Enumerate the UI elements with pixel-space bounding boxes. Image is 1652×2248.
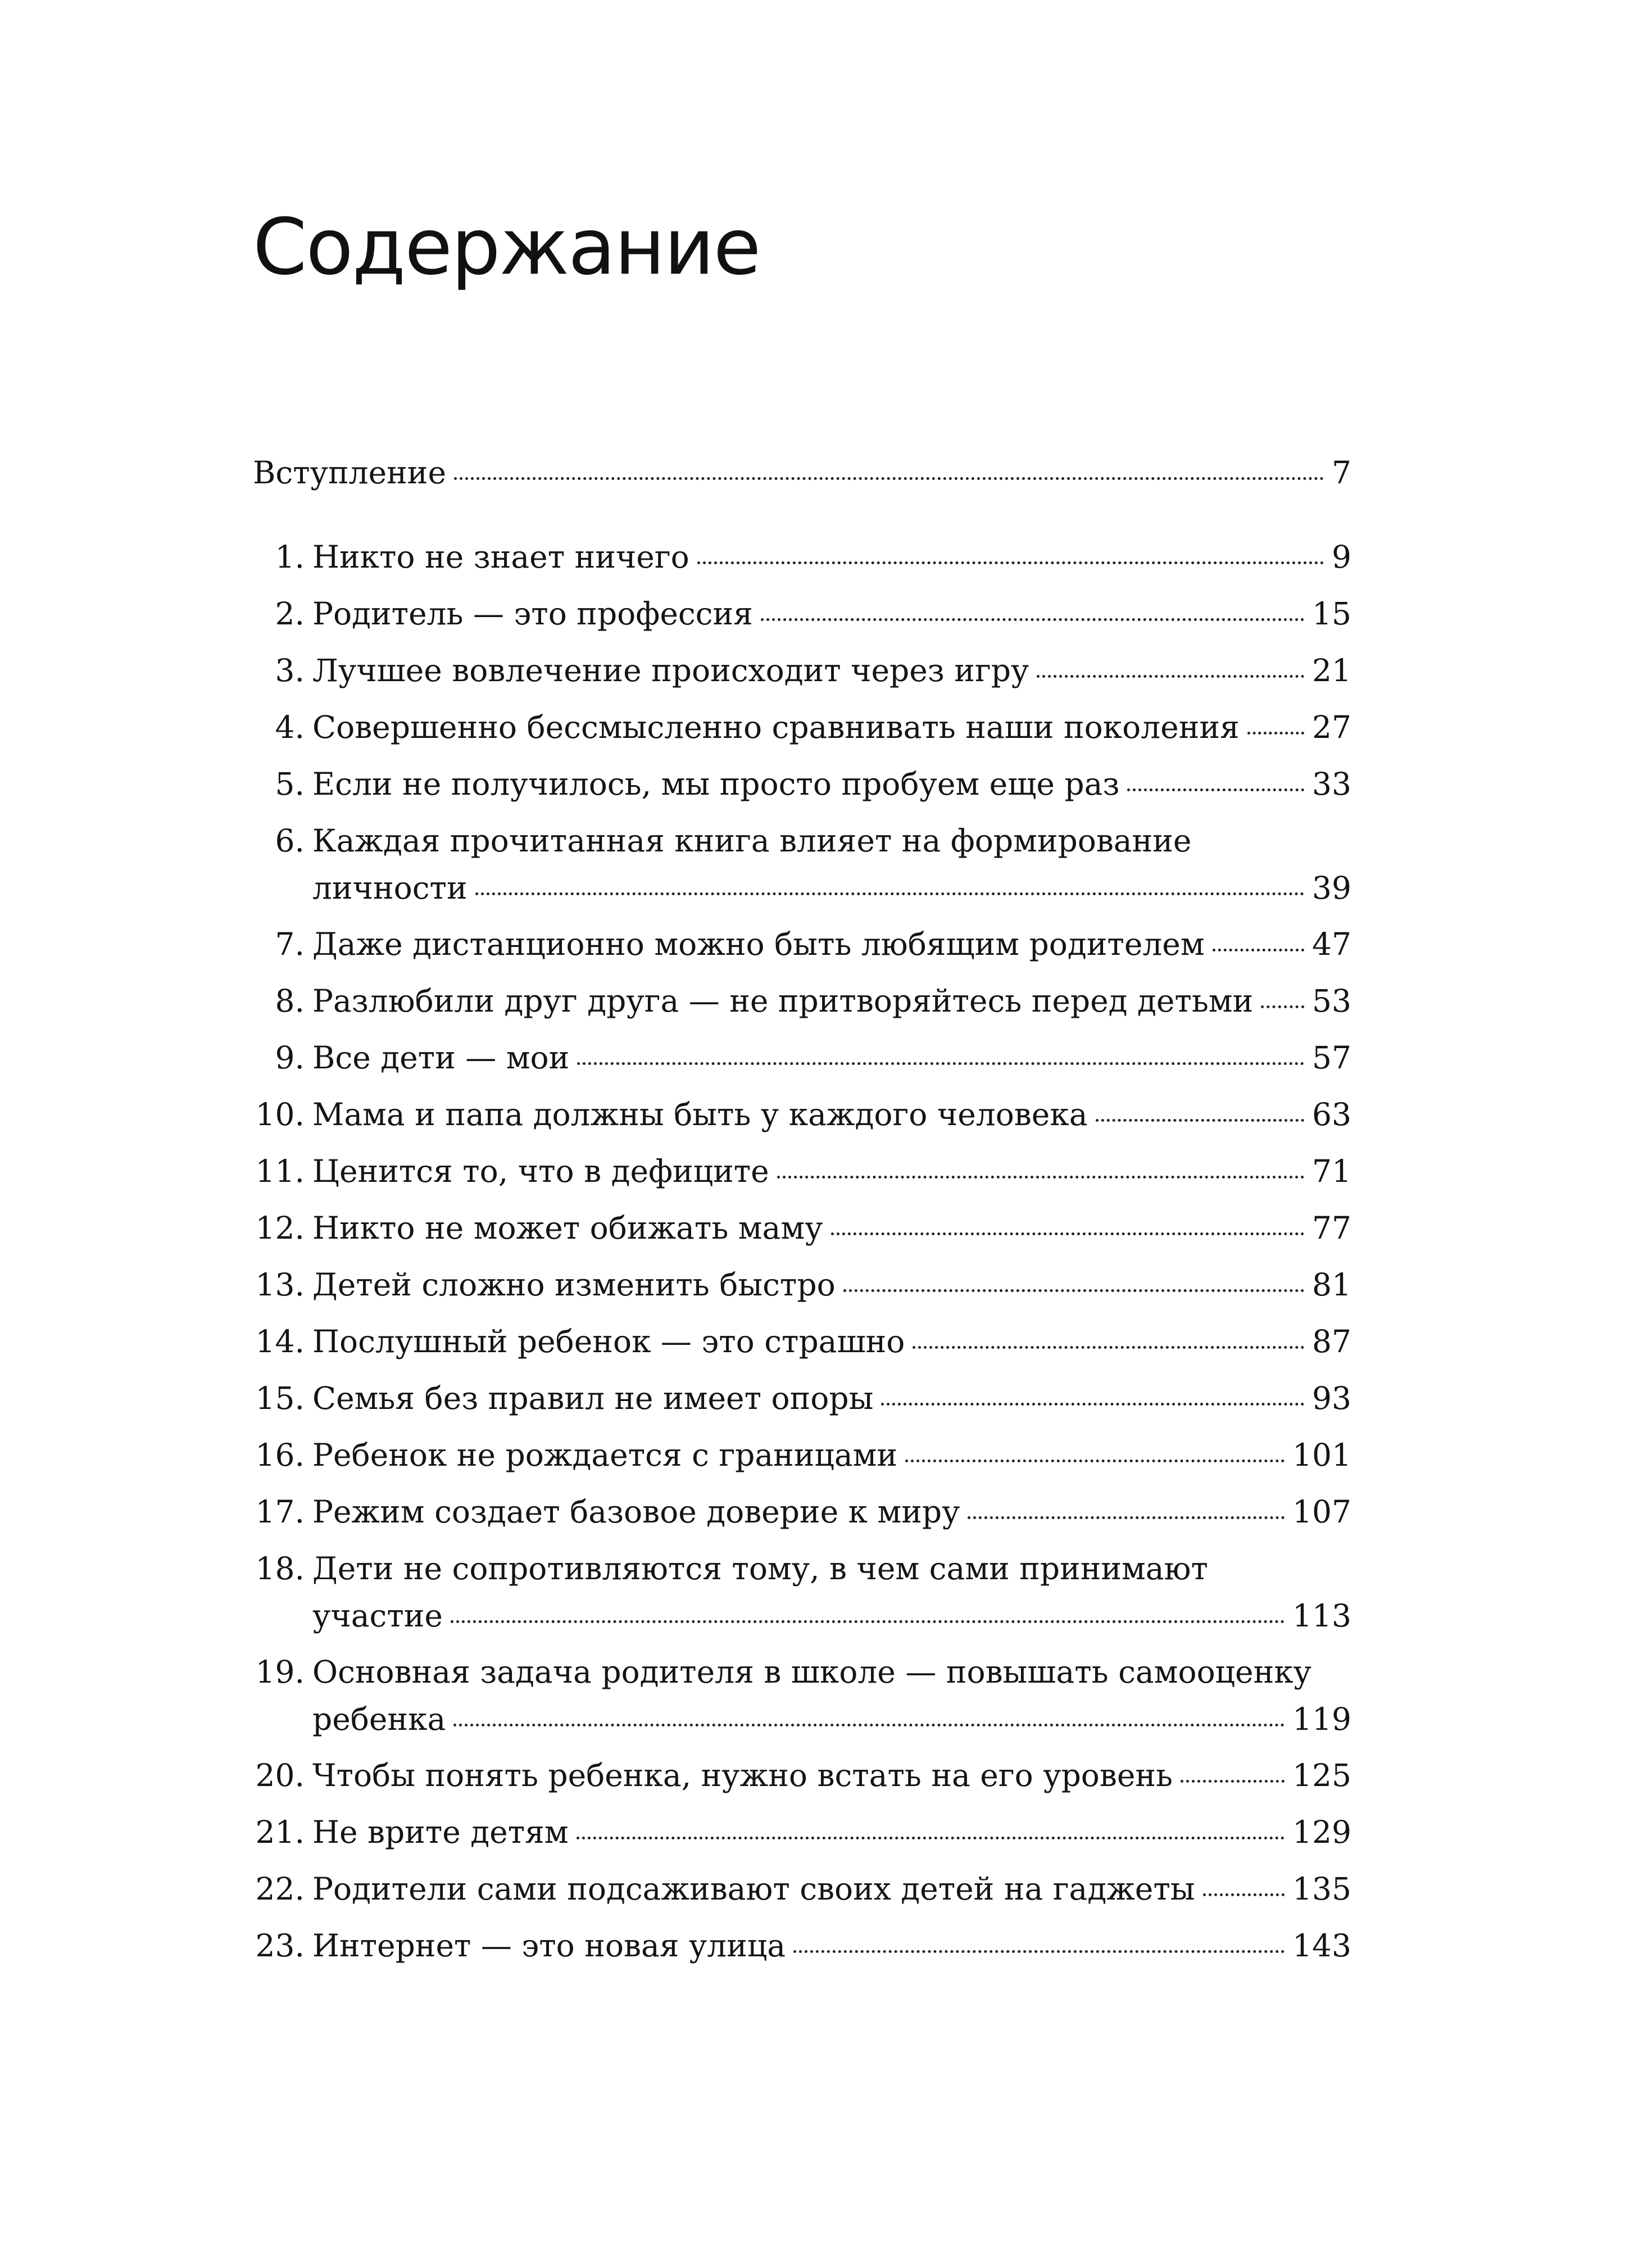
- toc-entry[interactable]: [253, 1029, 1351, 1086]
- dot-leader: [1213, 949, 1304, 951]
- toc-entry-number: 22.: [255, 1871, 305, 1907]
- toc-entry[interactable]: [253, 1143, 1351, 1199]
- toc-entry[interactable]: [253, 1313, 1351, 1370]
- toc-entry-label: Никто не знает ничего: [312, 539, 689, 575]
- toc-entry[interactable]: [253, 812, 1351, 915]
- toc-entry-number: 15.: [255, 1380, 305, 1416]
- toc-entry-number: 2.: [275, 596, 305, 632]
- toc-entry-label: Все дети — мои: [312, 1040, 570, 1076]
- page-title: Содержание: [253, 202, 760, 292]
- toc-entry[interactable]: [253, 1256, 1351, 1313]
- toc-page-number: 27: [1312, 709, 1351, 745]
- toc-entry-number: 8.: [275, 983, 305, 1019]
- dot-leader: [968, 1516, 1285, 1519]
- toc-entry-number: 21.: [255, 1814, 305, 1850]
- toc-entry[interactable]: [253, 1483, 1351, 1540]
- toc-entry[interactable]: [253, 1426, 1351, 1483]
- toc-entry-label: Если не получилось, мы просто пробуем еще раз: [312, 766, 1120, 802]
- toc-entry-number: 1.: [275, 539, 305, 575]
- dot-leader: [577, 1062, 1304, 1065]
- toc-entry-label: Лучшее вовлечение происходит через игру: [312, 652, 1029, 688]
- toc-entry-label: Даже дистанционно можно быть любящим родителем: [312, 926, 1205, 962]
- toc-entry[interactable]: [253, 1199, 1351, 1256]
- toc-entry-number: 5.: [275, 766, 305, 802]
- toc-entry-label: Вступление: [253, 455, 447, 491]
- dot-leader: [913, 1346, 1304, 1349]
- toc-entry-label: Никто не может обижать маму: [312, 1210, 823, 1246]
- toc-entry-list: [253, 528, 1351, 1974]
- toc-page-number: 129: [1292, 1814, 1351, 1850]
- toc-page-number: 15: [1312, 596, 1351, 632]
- toc-entry-number: 12.: [255, 1210, 305, 1246]
- toc-entry-label-continued: личности: [312, 870, 468, 906]
- toc-entry-label: Основная задача родителя в школе — повышать самооценку: [312, 1654, 1311, 1690]
- toc-entry-label: Совершенно бессмысленно сравнивать наши поколения: [312, 709, 1240, 745]
- dot-leader: [881, 1403, 1304, 1406]
- dot-leader: [1181, 1780, 1285, 1783]
- toc-entry[interactable]: [253, 1643, 1351, 1747]
- toc-page-number: 39: [1312, 870, 1351, 906]
- toc-page-number: 63: [1312, 1096, 1351, 1132]
- toc-entry-number: 13.: [255, 1267, 305, 1303]
- toc-entry-number: 16.: [255, 1437, 305, 1473]
- toc-page-number: 57: [1312, 1040, 1351, 1076]
- toc-entry-label: Дети не сопротивляются тому, в чем сами принимают: [312, 1551, 1208, 1587]
- dot-leader: [831, 1232, 1305, 1235]
- toc-entry[interactable]: [253, 1370, 1351, 1426]
- toc-entry-number: 6.: [275, 823, 305, 859]
- toc-entry[interactable]: [253, 915, 1351, 972]
- toc-entry-number: 20.: [255, 1757, 305, 1793]
- toc-entry-number: 7.: [275, 926, 305, 962]
- toc-page-number: 21: [1312, 652, 1351, 688]
- toc-entry-label: Мама и папа должны быть у каждого человека: [312, 1096, 1088, 1132]
- toc-entry[interactable]: [253, 642, 1351, 699]
- toc-page-number: 93: [1312, 1380, 1351, 1416]
- toc-entry-intro[interactable]: [253, 444, 1351, 528]
- toc-entry[interactable]: [253, 1917, 1351, 1974]
- toc-page-number: 9: [1332, 539, 1351, 575]
- toc-page-number: 101: [1292, 1437, 1351, 1473]
- toc-page-number: 33: [1312, 766, 1351, 802]
- toc-page-number: 135: [1292, 1871, 1351, 1907]
- dot-leader: [475, 892, 1304, 895]
- toc-entry[interactable]: [253, 528, 1351, 585]
- dot-leader: [1203, 1893, 1285, 1896]
- dot-leader: [454, 477, 1324, 480]
- toc-entry-label: Ценится то, что в дефиците: [312, 1153, 769, 1189]
- toc-entry-label-continued: ребенка: [312, 1701, 446, 1737]
- toc-page-number: 77: [1312, 1210, 1351, 1246]
- toc-page-number: 143: [1292, 1928, 1351, 1964]
- dot-leader: [1261, 1005, 1304, 1008]
- toc-entry-label: Семья без правил не имеет опоры: [312, 1380, 874, 1416]
- dot-leader: [697, 561, 1324, 564]
- toc-entry[interactable]: [253, 1747, 1351, 1803]
- toc-entry[interactable]: [253, 1540, 1351, 1643]
- toc-entry-label: Чтобы понять ребенка, нужно встать на его уровень: [312, 1757, 1173, 1793]
- toc-entry-number: 14.: [255, 1324, 305, 1359]
- toc-entry-number: 19.: [255, 1654, 305, 1690]
- toc-entry-label: Детей сложно изменить быстро: [312, 1267, 836, 1303]
- toc-entry-label: Родитель — это профессия: [312, 596, 753, 632]
- toc-entry-label: Интернет — это новая улица: [312, 1928, 786, 1964]
- toc-page-number: 71: [1312, 1153, 1351, 1189]
- toc-entry-label: Каждая прочитанная книга влияет на формирование: [312, 823, 1192, 859]
- toc-entry-number: 11.: [255, 1153, 305, 1189]
- toc-entry-number: 3.: [275, 652, 305, 688]
- dot-leader: [1037, 675, 1304, 678]
- dot-leader: [793, 1950, 1285, 1953]
- toc-entry-number: 18.: [255, 1551, 305, 1587]
- toc-page-number: 125: [1292, 1757, 1351, 1793]
- toc-entry-label: Не врите детям: [312, 1814, 569, 1850]
- toc-page-number: 7: [1332, 455, 1351, 491]
- toc-entry-number: 23.: [255, 1928, 305, 1964]
- toc-page-number: 87: [1312, 1324, 1351, 1359]
- toc-entry-number: 10.: [255, 1096, 305, 1132]
- toc-entry[interactable]: [253, 1860, 1351, 1917]
- dot-leader: [843, 1289, 1304, 1292]
- dot-leader: [761, 618, 1304, 621]
- toc-page-number: 53: [1312, 983, 1351, 1019]
- dot-leader: [1127, 788, 1304, 791]
- toc-page-number: 81: [1312, 1267, 1351, 1303]
- toc-entry-label: Послушный ребенок — это страшно: [312, 1324, 905, 1359]
- toc-page-number: 113: [1292, 1598, 1351, 1634]
- toc-entry-number: 9.: [275, 1040, 305, 1076]
- toc-entry[interactable]: [253, 1803, 1351, 1860]
- toc-page-number: 107: [1292, 1494, 1351, 1530]
- toc-entry[interactable]: [253, 585, 1351, 642]
- dot-leader: [777, 1176, 1304, 1179]
- toc-entry-label: Родители сами подсаживают своих детей на гаджеты: [312, 1871, 1195, 1907]
- toc-entry[interactable]: [253, 972, 1351, 1029]
- toc-entry[interactable]: [253, 1086, 1351, 1143]
- dot-leader: [451, 1620, 1285, 1623]
- toc-entry-label: Ребенок не рождается с границами: [312, 1437, 898, 1473]
- dot-leader: [1096, 1119, 1305, 1122]
- dot-leader: [1247, 732, 1304, 735]
- toc-entry[interactable]: [253, 755, 1351, 812]
- toc-entry-label-continued: участие: [312, 1598, 443, 1634]
- toc-entry[interactable]: [253, 699, 1351, 755]
- dot-leader: [905, 1460, 1285, 1462]
- toc-entry-number: 4.: [275, 709, 305, 745]
- toc-entry-label: Разлюбили друг друга — не притворяйтесь перед детьми: [312, 983, 1254, 1019]
- toc-page-number: 119: [1292, 1701, 1351, 1737]
- toc-entry-label: Режим создает базовое доверие к миру: [312, 1494, 960, 1530]
- dot-leader: [453, 1724, 1285, 1726]
- toc-entry-number: 17.: [255, 1494, 305, 1530]
- toc-page-number: 47: [1312, 926, 1351, 962]
- table-of-contents: [253, 444, 1351, 1974]
- dot-leader: [577, 1837, 1285, 1839]
